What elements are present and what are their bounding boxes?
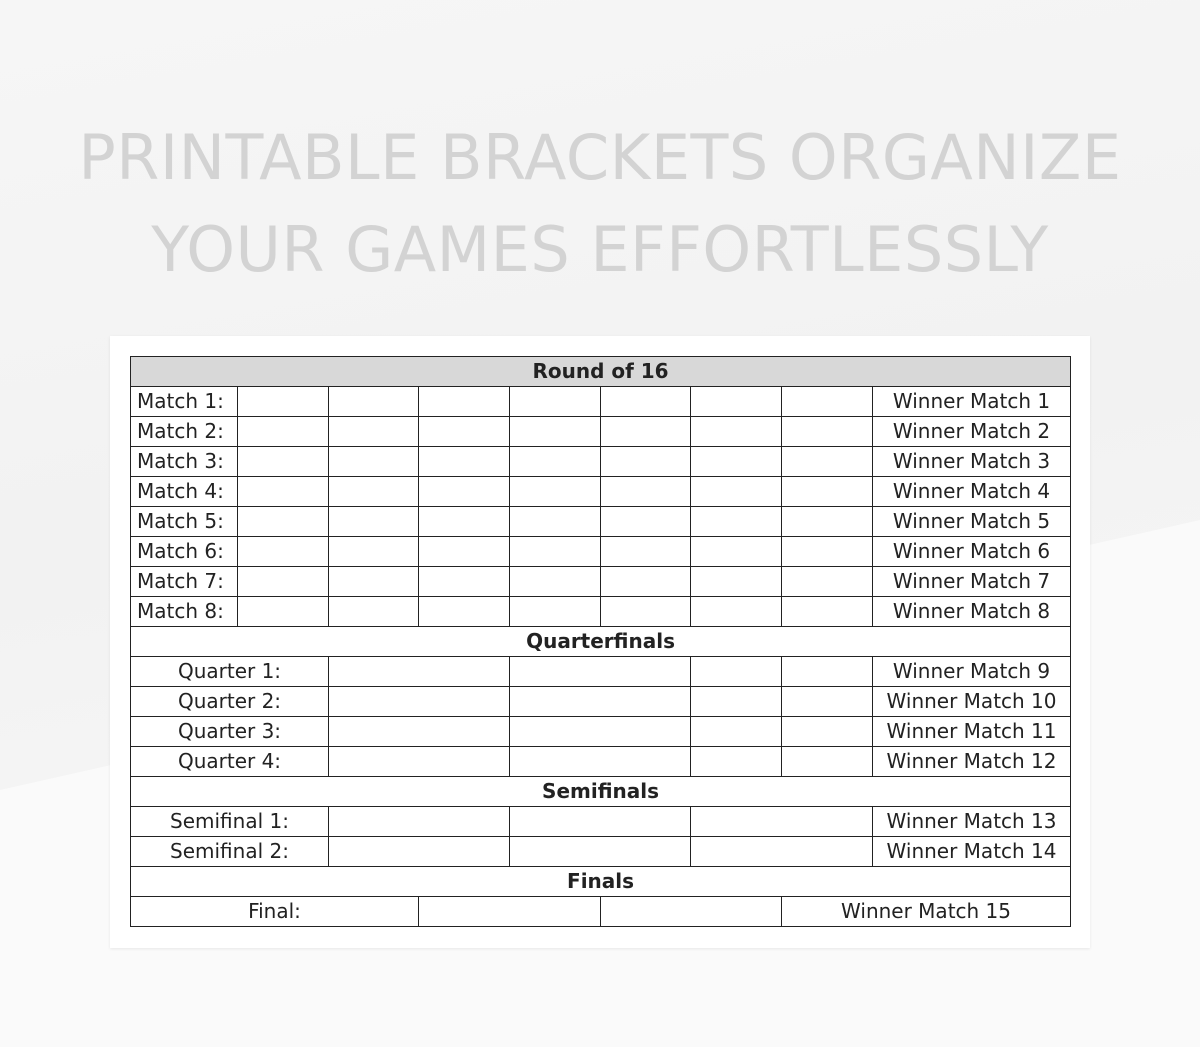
entry-cell[interactable]	[691, 807, 873, 837]
headline-line-2: YOUR GAMES EFFORTLESSLY	[151, 213, 1049, 286]
entry-cell[interactable]	[329, 597, 419, 627]
final-label: Final:	[131, 897, 419, 927]
winner-label: Winner Match 11	[873, 717, 1071, 747]
entry-cell[interactable]	[691, 657, 782, 687]
entry-cell[interactable]	[510, 657, 691, 687]
section-title-quarterfinals: Quarterfinals	[131, 627, 1071, 657]
entry-cell[interactable]	[691, 387, 782, 417]
entry-cell[interactable]	[601, 417, 691, 447]
entry-cell[interactable]	[782, 537, 873, 567]
entry-cell[interactable]	[601, 387, 691, 417]
winner-label: Winner Match 13	[873, 807, 1071, 837]
entry-cell[interactable]	[329, 657, 510, 687]
entry-cell[interactable]	[419, 567, 510, 597]
entry-cell[interactable]	[329, 507, 419, 537]
section-title-finals: Finals	[131, 867, 1071, 897]
match-label: Match 8:	[131, 597, 238, 627]
entry-cell[interactable]	[329, 387, 419, 417]
section-header-row	[131, 627, 1071, 657]
entry-cell[interactable]	[329, 537, 419, 567]
section-header-row	[131, 867, 1071, 897]
table-row	[131, 837, 1071, 867]
entry-cell[interactable]	[510, 567, 601, 597]
entry-cell[interactable]	[601, 897, 782, 927]
entry-cell[interactable]	[601, 597, 691, 627]
entry-cell[interactable]	[419, 597, 510, 627]
match-label: Match 1:	[131, 387, 238, 417]
entry-cell[interactable]	[510, 687, 691, 717]
table-row	[131, 387, 1071, 417]
entry-cell[interactable]	[782, 507, 873, 537]
winner-label: Winner Match 3	[873, 447, 1071, 477]
entry-cell[interactable]	[510, 837, 691, 867]
entry-cell[interactable]	[238, 567, 329, 597]
entry-cell[interactable]	[510, 807, 691, 837]
entry-cell[interactable]	[329, 567, 419, 597]
entry-cell[interactable]	[510, 477, 601, 507]
entry-cell[interactable]	[691, 507, 782, 537]
entry-cell[interactable]	[329, 417, 419, 447]
entry-cell[interactable]	[329, 717, 510, 747]
entry-cell[interactable]	[329, 807, 510, 837]
winner-label: Winner Match 4	[873, 477, 1071, 507]
table-row	[131, 717, 1071, 747]
entry-cell[interactable]	[691, 687, 782, 717]
entry-cell[interactable]	[691, 597, 782, 627]
match-label: Match 7:	[131, 567, 238, 597]
table-row	[131, 807, 1071, 837]
entry-cell[interactable]	[691, 837, 873, 867]
match-label: Match 3:	[131, 447, 238, 477]
entry-cell[interactable]	[782, 657, 873, 687]
bracket-table	[130, 356, 1071, 927]
entry-cell[interactable]	[329, 447, 419, 477]
entry-cell[interactable]	[510, 717, 691, 747]
section-title-round-of-16: Round of 16	[131, 357, 1071, 387]
entry-cell[interactable]	[782, 387, 873, 417]
entry-cell[interactable]	[782, 567, 873, 597]
bracket-sheet	[110, 336, 1090, 948]
winner-label: Winner Match 7	[873, 567, 1071, 597]
entry-cell[interactable]	[329, 477, 419, 507]
entry-cell[interactable]	[691, 567, 782, 597]
entry-cell[interactable]	[419, 897, 601, 927]
table-row	[131, 687, 1071, 717]
winner-label: Winner Match 9	[873, 657, 1071, 687]
entry-cell[interactable]	[782, 597, 873, 627]
entry-cell[interactable]	[601, 537, 691, 567]
entry-cell[interactable]	[419, 537, 510, 567]
section-header-row	[131, 357, 1071, 387]
table-row	[131, 507, 1071, 537]
match-label: Match 4:	[131, 477, 238, 507]
table-row	[131, 747, 1071, 777]
winner-label: Winner Match 15	[782, 897, 1071, 927]
quarter-label: Quarter 2:	[131, 687, 329, 717]
entry-cell[interactable]	[329, 747, 510, 777]
match-label: Match 5:	[131, 507, 238, 537]
quarter-label: Quarter 3:	[131, 717, 329, 747]
table-row	[131, 897, 1071, 927]
entry-cell[interactable]	[782, 447, 873, 477]
entry-cell[interactable]	[510, 417, 601, 447]
entry-cell[interactable]	[782, 717, 873, 747]
entry-cell[interactable]	[782, 687, 873, 717]
entry-cell[interactable]	[238, 597, 329, 627]
entry-cell[interactable]	[510, 597, 601, 627]
entry-cell[interactable]	[238, 447, 329, 477]
entry-cell[interactable]	[782, 747, 873, 777]
section-header-row	[131, 777, 1071, 807]
entry-cell[interactable]	[419, 417, 510, 447]
entry-cell[interactable]	[510, 387, 601, 417]
entry-cell[interactable]	[329, 837, 510, 867]
entry-cell[interactable]	[238, 417, 329, 447]
entry-cell[interactable]	[419, 387, 510, 417]
winner-label: Winner Match 6	[873, 537, 1071, 567]
quarter-label: Quarter 1:	[131, 657, 329, 687]
table-row	[131, 477, 1071, 507]
winner-label: Winner Match 14	[873, 837, 1071, 867]
winner-label: Winner Match 12	[873, 747, 1071, 777]
entry-cell[interactable]	[691, 417, 782, 447]
winner-label: Winner Match 10	[873, 687, 1071, 717]
entry-cell[interactable]	[691, 747, 782, 777]
entry-cell[interactable]	[510, 447, 601, 477]
entry-cell[interactable]	[238, 387, 329, 417]
table-row	[131, 597, 1071, 627]
semifinal-label: Semifinal 2:	[131, 837, 329, 867]
match-label: Match 2:	[131, 417, 238, 447]
winner-label: Winner Match 5	[873, 507, 1071, 537]
winner-label: Winner Match 1	[873, 387, 1071, 417]
entry-cell[interactable]	[419, 507, 510, 537]
winner-label: Winner Match 8	[873, 597, 1071, 627]
section-title-semifinals: Semifinals	[131, 777, 1071, 807]
entry-cell[interactable]	[601, 447, 691, 477]
entry-cell[interactable]	[782, 477, 873, 507]
entry-cell[interactable]	[601, 477, 691, 507]
entry-cell[interactable]	[238, 507, 329, 537]
page-headline	[0, 112, 1200, 296]
winner-label: Winner Match 2	[873, 417, 1071, 447]
entry-cell[interactable]	[691, 537, 782, 567]
entry-cell[interactable]	[238, 477, 329, 507]
entry-cell[interactable]	[510, 747, 691, 777]
semifinal-label: Semifinal 1:	[131, 807, 329, 837]
entry-cell[interactable]	[419, 477, 510, 507]
entry-cell[interactable]	[782, 417, 873, 447]
table-row	[131, 537, 1071, 567]
table-row	[131, 447, 1071, 477]
table-row	[131, 417, 1071, 447]
headline-line-1: PRINTABLE BRACKETS ORGANIZE	[78, 121, 1122, 194]
entry-cell[interactable]	[238, 537, 329, 567]
entry-cell[interactable]	[691, 477, 782, 507]
match-label: Match 6:	[131, 537, 238, 567]
quarter-label: Quarter 4:	[131, 747, 329, 777]
entry-cell[interactable]	[510, 507, 601, 537]
entry-cell[interactable]	[601, 507, 691, 537]
entry-cell[interactable]	[691, 447, 782, 477]
table-row	[131, 567, 1071, 597]
entry-cell[interactable]	[419, 447, 510, 477]
table-row	[131, 657, 1071, 687]
entry-cell[interactable]	[601, 567, 691, 597]
entry-cell[interactable]	[329, 687, 510, 717]
entry-cell[interactable]	[691, 717, 782, 747]
entry-cell[interactable]	[510, 537, 601, 567]
